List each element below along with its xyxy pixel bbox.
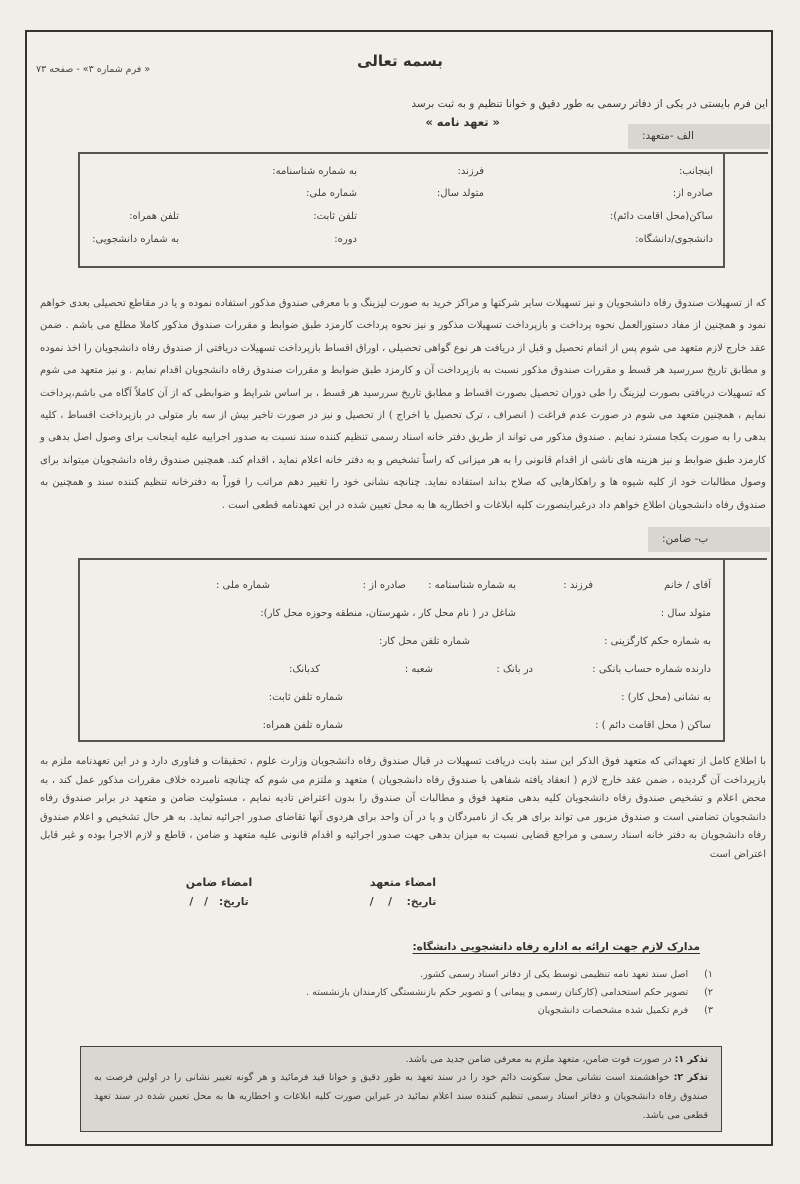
label-landline: تلفن ثابت: — [313, 211, 357, 222]
notes-box — [80, 1046, 722, 1132]
document-title: « تعهد نامه » — [425, 115, 500, 129]
label-student-number: به شماره دانشجویی: — [92, 234, 179, 245]
committed-row-1 — [80, 166, 723, 182]
label-guarantor-work-address: به نشانی (محل کار) : — [621, 692, 711, 703]
label-issued-from: صادره از: — [672, 188, 713, 199]
section-a-heading: الف -متعهد: — [628, 124, 770, 149]
guarantor-pledge-paragraph: با اطلاع کامل از تعهداتی که متعهد فوق الذکر این سند بابت دریافت تسهیلات در قبال صندوق رفاه دانشجویان وزارت علوم ، تحقیقات و فناوری دارد و در این تعهدنامه ملزم به بازپرداخت آن گردیده ، ضمن عقد خارج لازم ( انعقاد یافته شفاهی با صندوق رفاه دانشجویان ) متعهد و ملتزم می شوم که چنانچه نامبرده خلاف مقررات مذکور عمل کند ، به محض اعلام و تشخیص صندوق رفاه دانشجویان کلیه بدهی متعهد فوق و مطالبات آن صندوق را بدون اعتراض تادیه نمایم ، مسئولیت ضامن و متعهد در برابر صندوق رفاه دانشجویان تضامنی است و صندوق مزبور می تواند برای هر یک از نامبردگان و یا در آن واحد برای هردوی آنها تقاضای صدور اجرائیه نماید. به هر حال تشخیص و اعلام صندوق رفاه دانشجویان به دفتر خانه اسناد رسمی و مراجع قضایی نسبت به میزان بدهی جهت صدور اجرائیه و اقدام قانونی علیه متعهد و ضامن ، قاطع و لازم الاجرا بوده و غیر قابل اعتراض است — [40, 756, 766, 860]
guarantor-fields-box — [78, 558, 725, 742]
guarantor-row-5 — [80, 692, 723, 708]
label-guarantor-mobile: شماره تلفن همراه: — [262, 720, 343, 731]
label-guarantor-workplace: شاغل در ( نام محل کار ، شهرستان، منطقه وحوزه محل کار): — [260, 608, 516, 619]
note-1-text: در صورت فوت ضامن، متعهد ملزم به معرفی ضامن جدید می باشد. — [405, 1054, 675, 1065]
guarantor-signature-block — [144, 876, 294, 908]
note-1 — [94, 1054, 708, 1065]
guarantor-row-2 — [80, 608, 723, 624]
label-guarantor-employment-decree: به شماره حکم کارگزینی : — [604, 636, 711, 647]
list-item-text: فرم تکمیل شده مشخصات دانشجویان — [537, 1005, 689, 1016]
committed-signature-date: تاریخ: / / — [369, 896, 437, 908]
label-residence: ساکن(محل اقامت دائم): — [609, 211, 713, 222]
list-item — [60, 1005, 713, 1016]
bismillah-heading: بسمه تعالی — [357, 52, 443, 70]
committed-signature-label: امضاء متعهد — [369, 876, 437, 889]
label-guarantor-child-of: فرزند : — [563, 580, 593, 591]
label-mobile: تلفن همراه: — [129, 211, 179, 222]
committed-pledge-paragraph: که از تسهیلات صندوق رفاه دانشجویان و نیز تسهیلات سایر شرکتها و مراکز خرید به صورت لیزینگ و با معرفی صندوق مذکور استفاده نموده و یا در مقاطع تحصیلی بعدی خواهم نمود و همچنین از مفاد دستورالعمل نحوه پرداخت و بازپرداخت تسهیلات مذکور و نیز نحوه پرداخت کارمزد طبق ضوابط و مقررات صندوق مذکور کاملا مطلع می باشم . ضمن عقد خارج لازم متعهد می شوم پس از اتمام تحصیل و قبل از دریافت هر نوع گواهی تحصیلی ، اوراق اقساط بازپرداخت تسهیلات دریافتی از صندوق رفاه دانشجویان را اخذ نموده و مطابق تاریخ سررسید هر قسط و مقررات صندوق مذکور نسبت به بازپرداخت آن و کارمزد طبق ضوابط و مقررات صندوق رفاه دانشجویان اقدام نمایم . و نیز متعهد می شوم که تسهیلات دریافتی بصورت لیزینگ را طی دوران تحصیل بصورت اقساط و مطابق تاریخ سررسید هر قسط ، بر اساس شرایط و ضوابطی که از آن کاملاً آگاه می باشم،پرداخت نمایم ، همچنین متعهد می شوم در صورت عدم فراغت ( انصراف ، ترک تحصیل یا اخراج ) از تحصیل و نیز در صورت تاخیر بیش از سه بار متولی در بازپرداخت اقساط ، کلیه بدهی را به صورت یکجا مسترد نمایم . صندوق مذکور می تواند از طریق دفتر خانه اسناد رسمی تنظیم کننده سند نسبت به صدور اجراییه علیه اینجانب برای وصول اصل بدهی و کارمزد طبق ضوابط و نیز هزینه های ناشی از اقدام قانونی را به هر میزانی که راساً تشخیص و به دفتر خانه اعلام نماید ، اقدام کند. همچنین صندوق رفاه دانشجویان میتواند برای وصول مطالبات خود از کلیه شیوه ها و راهکارهایی که صلاح بداند استفاده نماید. چنانچه نشانی خود را تغییر دهم مراتب را فوراً به دفترخانه تنظیم کننده سند و همچنین به صندوق رفاه دانشجویان اطلاع خواهم داد درغیراینصورت کلیه ابلاغات و اخطاریه ها به محل تعیین شده در این تعهدنامه قطعی است . — [40, 298, 766, 511]
committed-fields-box — [78, 152, 725, 268]
label-guarantor-branch: شعبه : — [404, 664, 433, 675]
list-item-text: اصل سند تعهد نامه تنظیمی توسط یکی از دفاتر اسناد رسمی کشور. — [420, 969, 689, 980]
committed-row-3 — [80, 211, 723, 227]
label-guarantor-bank-account: دارنده شماره حساب بانکی : — [592, 664, 711, 675]
label-guarantor-issued-from: صادره از : — [362, 580, 406, 591]
label-id-number: به شماره شناسنامه: — [272, 166, 357, 177]
label-degree-period: دوره: — [334, 234, 357, 245]
form-number-reference: « فرم شماره ۳» - صفحه ۷۳ — [36, 64, 151, 75]
note-2-label: تذکر ۲: — [673, 1072, 708, 1083]
box-b-top-line-extension — [723, 558, 767, 560]
committed-signature-block — [328, 876, 478, 908]
label-national-id: شماره ملی: — [306, 188, 357, 199]
list-item-number: ۱) — [704, 969, 713, 980]
note-1-label: تذکر ۱: — [674, 1054, 708, 1065]
form-instruction-text: این فرم بایستی در یکی از دفاتر رسمی به طور دقیق و خوانا تنظیم و به ثبت برسد — [411, 98, 768, 110]
required-documents-heading: مدارک لازم جهت ارائه به اداره رفاه دانشجویی دانشگاه: — [412, 941, 700, 953]
label-applicant-name: اینجانب: — [678, 166, 713, 177]
guarantor-row-6 — [80, 720, 723, 736]
label-guarantor-bank-code: کدبانک: — [289, 664, 320, 675]
guarantor-row-1 — [80, 580, 723, 596]
list-item-number: ۲) — [704, 987, 713, 998]
note-2 — [94, 1068, 708, 1125]
label-guarantor-name: آقای / خانم — [664, 580, 711, 591]
committed-row-4 — [80, 234, 723, 250]
guarantor-row-4 — [80, 664, 723, 680]
committed-row-2 — [80, 188, 723, 204]
guarantor-row-3 — [80, 636, 723, 652]
label-guarantor-birth-year: متولد سال : — [660, 608, 711, 619]
label-guarantor-national-id: شماره ملی : — [215, 580, 270, 591]
list-item — [60, 987, 713, 998]
label-guarantor-landline: شماره تلفن ثابت: — [268, 692, 343, 703]
label-birth-year: متولد سال: — [436, 188, 484, 199]
label-guarantor-id-number: به شماره شناسنامه : — [428, 580, 516, 591]
label-child-of: فرزند: — [457, 166, 484, 177]
label-guarantor-residence: ساکن ( محل اقامت دائم ) : — [595, 720, 711, 731]
note-2-text: خواهشمند است نشانی محل سکونت دائم خود را در سند تعهد به طور دقیق و خوانا قید فرمائید و هر گونه تغییر نشانی را در اولین فرصت به صندوق رفاه دانشجویان و دفاتر اسناد رسمی تنظیم کننده سند اعلام نمائید در غیراین صورت کلیه ابلاغات و اخطاریه ها به محل تعیین شده در سند تعهد قطعی می باشد. — [94, 1072, 708, 1121]
label-guarantor-bank: در بانک : — [496, 664, 533, 675]
guarantor-signature-label: امضاء ضامن — [185, 876, 253, 889]
list-item-number: ۳) — [704, 1005, 713, 1016]
section-b-heading: ب- ضامن: — [648, 527, 770, 552]
guarantor-signature-date: تاریخ: / / — [189, 896, 249, 908]
label-guarantor-work-phone: شماره تلفن محل کار: — [379, 636, 470, 647]
label-university: دانشجوی/دانشگاه: — [635, 234, 713, 245]
list-item-text: تصویر حکم استخدامی (کارکنان رسمی و پیمانی ) و تصویر حکم بازنشستگی کارمندان بازنشسته . — [306, 987, 689, 998]
box-a-top-line-extension — [722, 152, 768, 154]
list-item — [60, 969, 713, 980]
